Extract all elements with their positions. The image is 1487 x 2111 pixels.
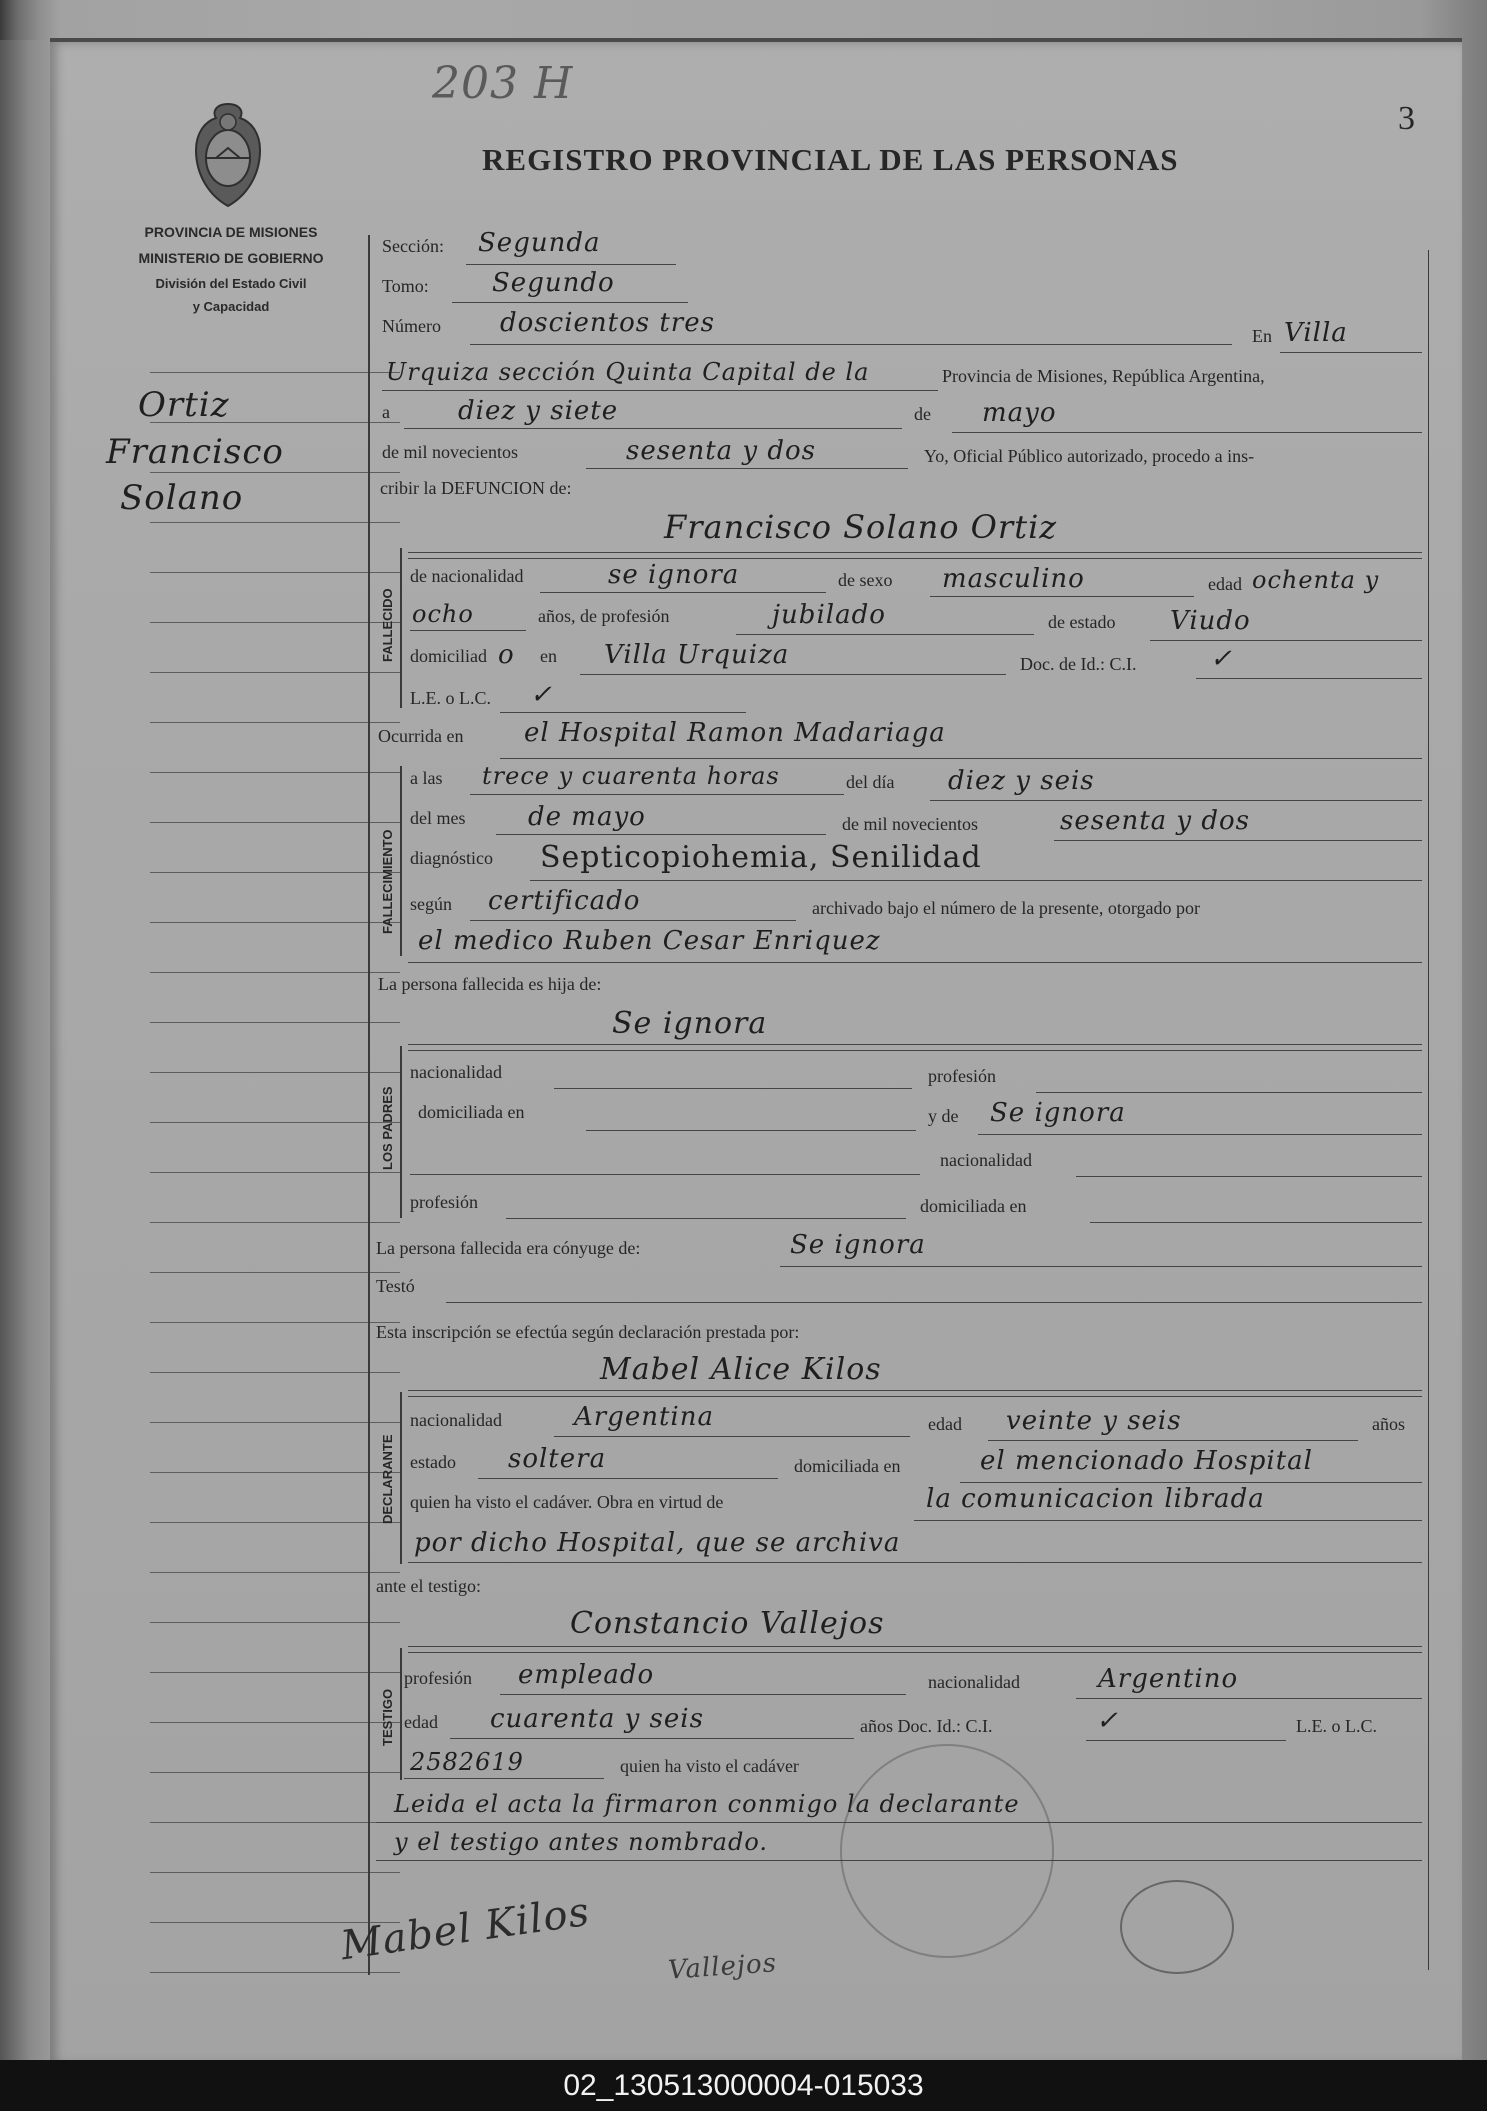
a-las-label: a las <box>410 768 443 788</box>
archivado-label: archivado bajo el número de la presente, otorgado por <box>812 898 1201 918</box>
test-numero-value: 2582619 <box>410 1748 524 1776</box>
decl-estado-value: soltera <box>508 1444 607 1474</box>
conyuge-value: Se ignora <box>790 1230 926 1260</box>
form-right-border <box>1428 250 1429 1970</box>
decl-nacionalidad-label: nacionalidad <box>410 1410 502 1430</box>
del-mes-value: de mayo <box>528 802 646 832</box>
anos-doc-label: años Doc. Id.: C.I. <box>860 1716 993 1736</box>
field-line <box>1280 352 1422 353</box>
fallecido-nombre: Francisco Solano Ortiz <box>664 508 1058 546</box>
margin-rule <box>150 1472 400 1473</box>
decl-edad-value: veinte y seis <box>1006 1406 1182 1436</box>
domiciliad-label: domiciliad <box>410 646 487 666</box>
de-mil-label-2: de mil novecientos <box>842 814 978 834</box>
margin-rule <box>150 522 400 523</box>
del-mes-label: del mes <box>410 808 466 828</box>
madre-profesion-label: profesión <box>410 1192 478 1212</box>
margin-rule <box>150 1272 400 1273</box>
field-line <box>1086 1740 1286 1741</box>
field-line <box>930 800 1422 801</box>
quien-visto-2-label: quien ha visto el cadáver <box>620 1756 799 1776</box>
padre-domiciliada-label: domiciliada en <box>418 1102 525 1122</box>
inscripcion-label: Esta inscripción se efectúa según declaración prestada por: <box>376 1322 800 1342</box>
field-line <box>1036 1092 1422 1093</box>
estado-label: de estado <box>1048 612 1116 632</box>
signature-flourish <box>1120 1880 1234 1974</box>
test-edad-value: cuarenta y seis <box>490 1704 704 1734</box>
hija-de-label: La persona fallecida es hija de: <box>378 974 602 994</box>
le-lc-value: ✓ <box>530 680 553 710</box>
margin-middle-name: Solano <box>120 478 244 518</box>
cribir-label: cribir la DEFUNCION de: <box>380 478 572 498</box>
margin-rule <box>150 1372 400 1373</box>
margin-rule <box>150 372 400 373</box>
quien-visto-label: quien ha visto el cadáver. Obra en virtud de <box>410 1492 724 1512</box>
field-line <box>914 1520 1422 1521</box>
test-nacionalidad-value: Argentino <box>1098 1664 1239 1694</box>
field-line <box>446 1302 1422 1303</box>
margin-rule <box>150 972 400 973</box>
org-line: y Capacidad <box>192 299 270 314</box>
test-ci-value: ✓ <box>1096 1706 1119 1736</box>
org-line: MINISTERIO DE GOBIERNO <box>138 250 324 266</box>
madre-value: Se ignora <box>990 1098 1126 1128</box>
anio-value: sesenta y dos <box>626 436 817 466</box>
field-line <box>952 432 1422 433</box>
field-line <box>452 302 688 303</box>
section-bracket <box>400 1392 402 1564</box>
segun-value: certificado <box>488 886 641 916</box>
decl-edad-label: edad <box>928 1414 962 1434</box>
field-line <box>408 1396 1422 1397</box>
tab-fallecimiento: FALLECIMIENTO <box>380 829 395 934</box>
margin-rule <box>150 1022 400 1023</box>
obra-value-2: por dicho Hospital, que se archiva <box>414 1528 901 1558</box>
madre-domiciliada-label: domiciliada en <box>920 1196 1027 1216</box>
field-line <box>506 1218 906 1219</box>
madre-nacionalidad-label: nacionalidad <box>940 1150 1032 1170</box>
profesion-value: jubilado <box>772 600 886 630</box>
hora-value: trece y cuarenta horas <box>482 762 780 790</box>
cierre-line-1: Leida el acta la firmaron conmigo la declarante <box>394 1790 1020 1818</box>
field-line <box>466 264 676 265</box>
field-line <box>1054 840 1422 841</box>
margin-rule <box>150 672 400 673</box>
section-bracket <box>400 1046 402 1218</box>
field-line <box>554 1436 910 1437</box>
margin-rule <box>150 1522 400 1523</box>
testo-label: Testó <box>376 1276 415 1296</box>
provincia-label: Provincia de Misiones, República Argentina, <box>942 366 1265 386</box>
margin-rule <box>150 1122 400 1123</box>
field-line <box>580 674 1006 675</box>
field-line <box>1196 678 1422 679</box>
field-line <box>470 344 1232 345</box>
field-line <box>410 1174 920 1175</box>
anio2-value: sesenta y dos <box>1060 806 1251 836</box>
scan-filename: 02_130513000004-015033 <box>0 2060 1487 2111</box>
edad-value-1: ochenta y <box>1252 566 1380 594</box>
margin-rule <box>150 1722 400 1723</box>
edad-label: edad <box>1208 574 1242 594</box>
test-edad-label: edad <box>404 1712 438 1732</box>
padre-profesion-label: profesión <box>928 1066 996 1086</box>
field-line <box>500 1694 906 1695</box>
tomo-value: Segundo <box>492 268 615 298</box>
doc-id-label: Doc. de Id.: C.I. <box>1020 654 1137 674</box>
field-line <box>450 1738 854 1739</box>
medico-value: el medico Ruben Cesar Enriquez <box>418 926 881 956</box>
del-dia-value: diez y seis <box>948 766 1095 796</box>
margin-rule <box>150 772 400 773</box>
diagnostico-label: diagnóstico <box>410 848 493 868</box>
ante-testigo-label: ante el testigo: <box>376 1576 481 1596</box>
margin-rule <box>150 922 400 923</box>
ci-value: ✓ <box>1210 644 1233 674</box>
coat-of-arms-icon <box>186 100 270 212</box>
margin-rule <box>150 472 400 473</box>
diagnostico-value: Septicopiohemia, Senilidad <box>540 840 982 875</box>
lugar-value: Urquiza sección Quinta Capital de la <box>386 358 870 386</box>
section-bracket <box>400 548 402 708</box>
document-title: REGISTRO PROVINCIAL DE LAS PERSONAS <box>482 142 1179 177</box>
cierre-line-2: y el testigo antes nombrado. <box>394 1828 769 1856</box>
domicilio-value: Villa Urquiza <box>604 640 790 670</box>
field-line <box>780 1266 1422 1267</box>
test-le-lc-label: L.E. o L.C. <box>1296 1716 1377 1736</box>
margin-rule <box>150 872 400 873</box>
field-line <box>1150 640 1422 641</box>
decl-domicilio-value: el mencionado Hospital <box>980 1446 1313 1476</box>
field-line <box>404 428 902 429</box>
tab-declarante: DECLARANTE <box>380 1434 395 1524</box>
declarante-nombre: Mabel Alice Kilos <box>600 1352 882 1387</box>
anos-label: años <box>1372 1414 1405 1434</box>
decl-estado-label: estado <box>410 1452 456 1472</box>
ocurrida-label: Ocurrida en <box>378 726 464 746</box>
org-line: PROVINCIA DE MISIONES <box>144 224 318 240</box>
tab-fallecido: FALLECIDO <box>380 588 395 662</box>
margin-rule <box>150 1422 400 1423</box>
field-line <box>988 1440 1358 1441</box>
margin-surname: Ortiz <box>138 385 230 425</box>
mes-value: mayo <box>982 398 1057 428</box>
page-number: 3 <box>1398 100 1415 137</box>
edad-value-2: ocho <box>412 600 474 628</box>
corner-code: 203 H <box>432 58 574 109</box>
numero-value: doscientos tres <box>500 308 715 338</box>
test-profesion-value: empleado <box>518 1660 655 1690</box>
sexo-label: de sexo <box>838 570 893 590</box>
field-line <box>1090 1222 1422 1223</box>
decl-nacionalidad-value: Argentina <box>574 1402 714 1432</box>
testigo-nombre: Constancio Vallejos <box>570 1606 885 1641</box>
field-line <box>500 712 746 713</box>
margin-rule <box>150 1822 400 1823</box>
margin-rule <box>150 1172 400 1173</box>
de-label: de <box>914 404 931 424</box>
seccion-value: Segunda <box>478 228 601 258</box>
margin-rule <box>150 1872 400 1873</box>
testigo-signature: Vallejos <box>667 1948 778 1986</box>
field-line <box>586 1130 916 1131</box>
seccion-label: Sección: <box>382 236 444 256</box>
test-profesion-label: profesión <box>404 1668 472 1688</box>
en-value: Villa <box>1284 318 1348 348</box>
form-left-border <box>368 235 370 1975</box>
anos-profesion-label: años, de profesión <box>538 606 670 626</box>
le-lc-label: L.E. o L.C. <box>410 688 491 708</box>
official-stamp <box>840 1744 1054 1958</box>
tomo-label: Tomo: <box>382 276 429 296</box>
field-line <box>736 634 1034 635</box>
margin-rule <box>150 622 400 623</box>
margin-first-name: Francisco <box>106 432 284 472</box>
conyuge-label: La persona fallecida era cónyuge de: <box>376 1238 641 1258</box>
margin-rule <box>150 722 400 723</box>
field-line <box>554 1088 912 1089</box>
margin-rule <box>150 1622 400 1623</box>
nacionalidad-label: de nacionalidad <box>410 566 524 586</box>
decl-domiciliada-label: domiciliada en <box>794 1456 901 1476</box>
y-de-label: y de <box>928 1106 959 1126</box>
field-line <box>540 592 826 593</box>
en-label-2: en <box>540 646 557 666</box>
field-line <box>404 1778 604 1779</box>
field-line <box>408 1646 1422 1647</box>
margin-rule <box>150 572 400 573</box>
margin-rule <box>150 1572 400 1573</box>
field-line <box>478 1478 778 1479</box>
dia-value: diez y siete <box>458 396 619 426</box>
margin-rule <box>150 1672 400 1673</box>
field-line <box>408 1050 1422 1051</box>
padre-value: Se ignora <box>612 1006 768 1041</box>
field-line <box>408 1044 1422 1045</box>
field-line <box>930 596 1194 597</box>
field-line <box>382 390 938 391</box>
field-line <box>960 1482 1422 1483</box>
test-nacionalidad-label: nacionalidad <box>928 1672 1020 1692</box>
margin-rule <box>150 1072 400 1073</box>
margin-rule <box>150 1772 400 1773</box>
field-line <box>408 1390 1422 1391</box>
field-line <box>470 920 796 921</box>
field-line <box>408 962 1422 963</box>
field-line <box>1076 1176 1422 1177</box>
field-line <box>408 1652 1422 1653</box>
de-mil-label: de mil novecientos <box>382 442 518 462</box>
tab-testigo: TESTIGO <box>380 1688 395 1746</box>
margin-rule <box>150 1222 400 1223</box>
a-label: a <box>382 402 390 422</box>
domiciliad-suffix: o <box>498 640 515 670</box>
field-line <box>408 1562 1422 1563</box>
org-line: División del Estado Civil <box>155 276 307 291</box>
segun-label: según <box>410 894 452 914</box>
numero-label: Número <box>382 316 441 336</box>
left-page-edge <box>0 40 52 2060</box>
field-line <box>410 630 526 631</box>
obra-value-1: la comunicacion librada <box>926 1484 1265 1514</box>
ocurrida-value: el Hospital Ramon Madariaga <box>524 718 946 748</box>
field-line <box>470 794 844 795</box>
margin-rule <box>150 1972 400 1973</box>
del-dia-label: del día <box>846 772 895 792</box>
section-bracket <box>400 1648 402 1780</box>
field-line <box>530 880 1422 881</box>
nacionalidad-value: se ignora <box>608 560 740 590</box>
field-line <box>586 468 908 469</box>
section-bracket <box>400 766 402 956</box>
field-line <box>496 834 826 835</box>
declarante-signature: Mabel Kilos <box>338 1888 593 1970</box>
padre-nacionalidad-label: nacionalidad <box>410 1062 502 1082</box>
field-line <box>500 758 1422 759</box>
margin-rule <box>150 1322 400 1323</box>
sexo-value: masculino <box>942 564 1085 594</box>
field-line <box>408 552 1422 553</box>
field-line <box>1076 1698 1422 1699</box>
tab-padres: LOS PADRES <box>380 1086 395 1170</box>
estado-value: Viudo <box>1170 606 1251 636</box>
margin-rule <box>150 822 400 823</box>
field-line <box>408 558 1422 559</box>
field-line <box>978 1134 1422 1135</box>
en-label: En <box>1252 326 1272 346</box>
yo-oficial-label: Yo, Oficial Público autorizado, procedo a ins- <box>924 446 1255 466</box>
